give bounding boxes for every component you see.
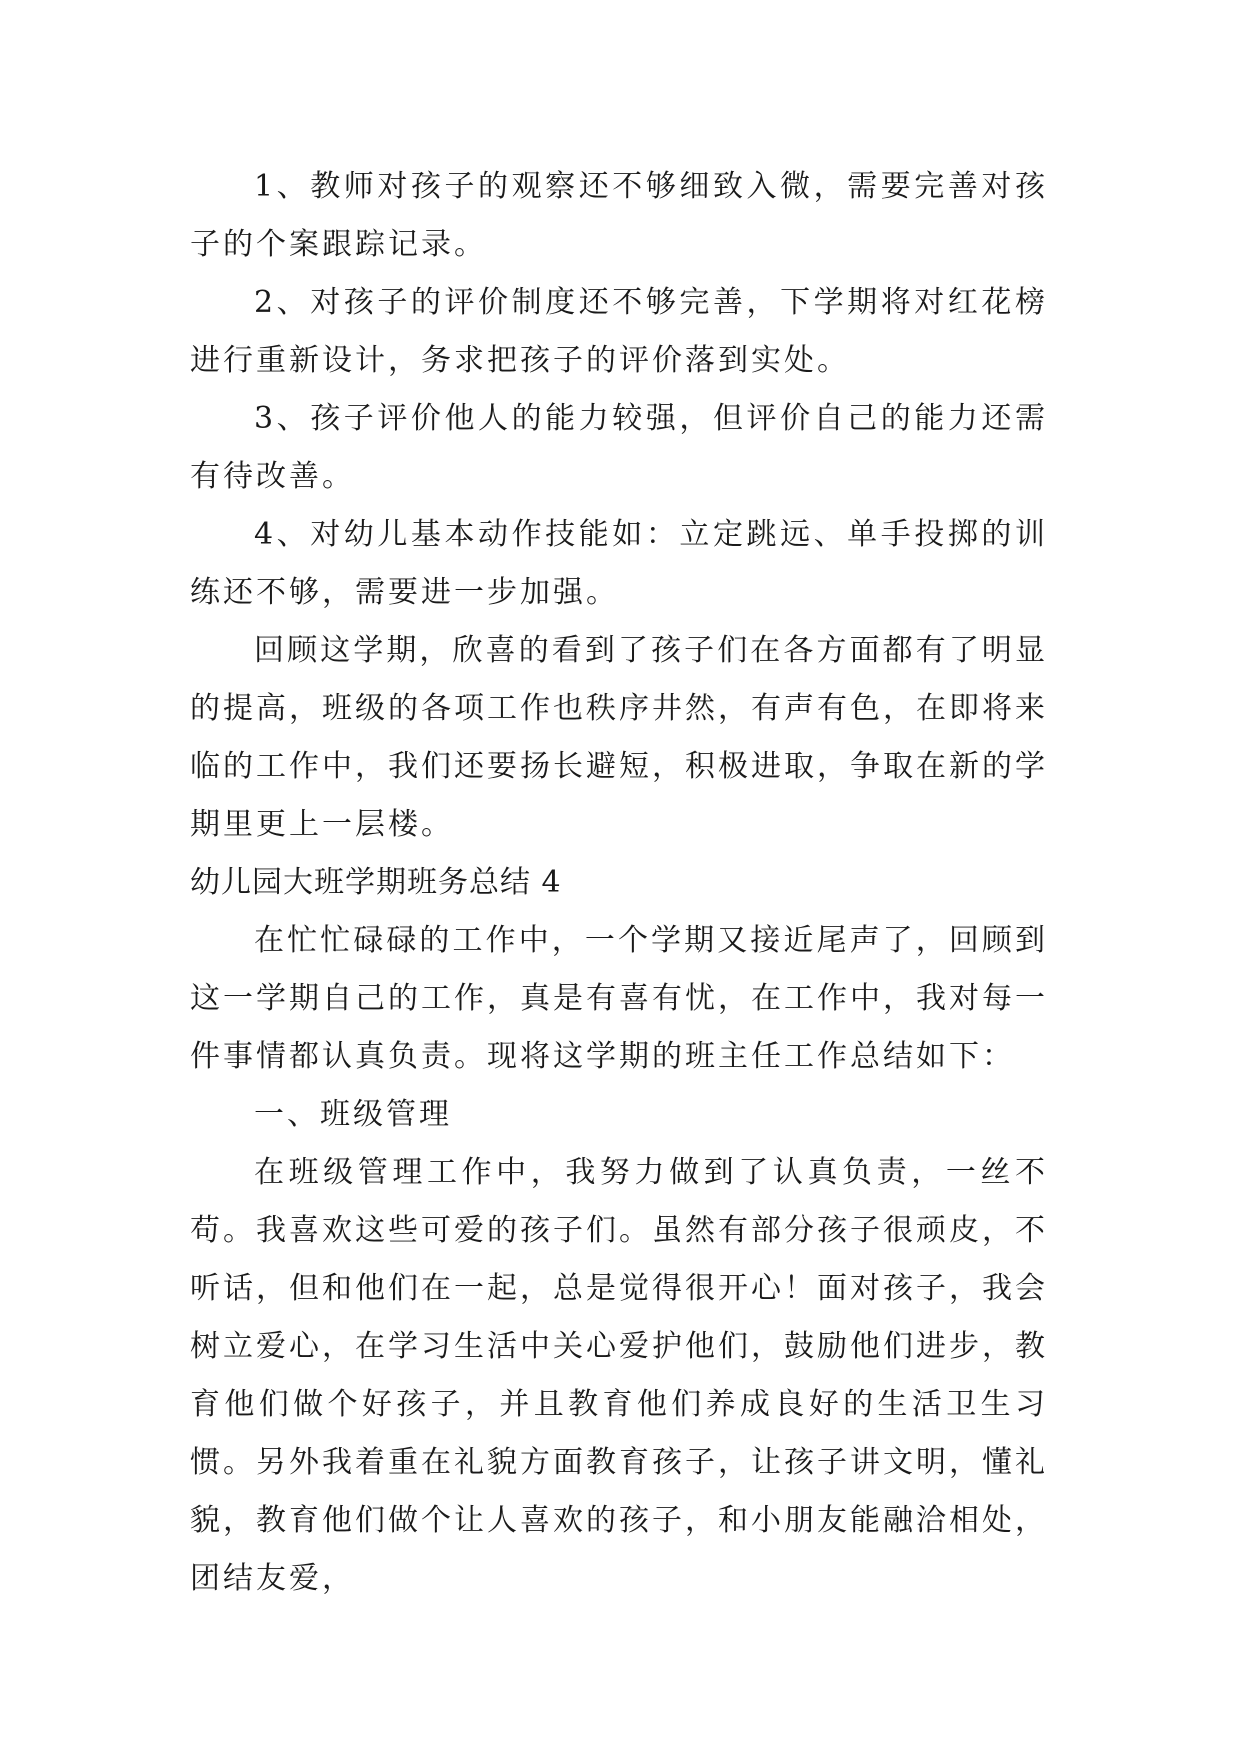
paragraph-intro: 在忙忙碌碌的工作中，一个学期又接近尾声了，回顾到这一学期自己的工作，真是有喜有忧，在工作中，我对每一件事情都认真负责。现将这学期的班主任工作总结如下：	[190, 923, 1048, 1074]
section-title: 一、班级管理	[254, 1097, 452, 1132]
paragraph-review: 回顾这学期，欣喜的看到了孩子们在各方面都有了明显的提高，班级的各项工作也秩序井然，有声有色，在即将来临的工作中，我们还要扬长避短，积极进取，争取在新的学期里更上一层楼。	[190, 633, 1048, 842]
document-body	[190, 158, 1048, 1608]
document-heading: 幼儿园大班学期班务总结 4	[190, 865, 562, 900]
paragraph-item-3: 3、孩子评价他人的能力较强，但评价自己的能力还需有待改善。	[190, 401, 1048, 494]
paragraph-item-2: 2、对孩子的评价制度还不够完善，下学期将对红花榜进行重新设计，务求把孩子的评价落到实处。	[190, 285, 1048, 378]
paragraph-item-4: 4、对幼儿基本动作技能如：立定跳远、单手投掷的训练还不够，需要进一步加强。	[190, 517, 1048, 610]
paragraph-item-1: 1、教师对孩子的观察还不够细致入微，需要完善对孩子的个案跟踪记录。	[190, 169, 1048, 262]
paragraph-section-body: 在班级管理工作中，我努力做到了认真负责，一丝不苟。我喜欢这些可爱的孩子们。虽然有部分孩子很顽皮，不听话，但和他们在一起，总是觉得很开心！面对孩子，我会树立爱心，在学习生活中关心爱护他们，鼓励他们进步，教育他们做个好孩子，并且教育他们养成良好的生活卫生习惯。另外我着重在礼貌方面教育孩子，让孩子讲文明，懂礼貌，教育他们做个让人喜欢的孩子，和小朋友能融洽相处，团结友爱，	[190, 1155, 1048, 1596]
